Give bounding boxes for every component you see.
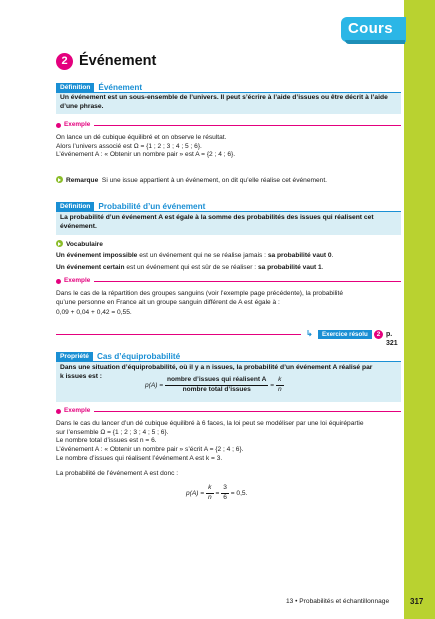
formula-denominator: nombre total d’issues [182,385,251,393]
example3-line3: Le nombre total d’issues est n = 6. [56,437,157,445]
example3-line2: sur l’ensemble Ω = {1 ; 2 ; 3 ; 4 ; 5 ; 6}. [56,428,169,436]
example1-header [56,121,401,130]
formula-lhs: p(A) = [145,381,164,389]
example2-label: Exemple [64,277,91,285]
definition2-line1: La probabilité d’un événement A est égale à la somme des probabilités des issues qui réalisent cet [60,214,374,221]
vocab-header [56,240,401,250]
definition2-title: Probabilité d’un événement [98,202,206,211]
ex-formula-6: 6 [223,493,227,501]
vocab-certain-term: Un événement certain [56,264,125,271]
example1-line2: Alors l’univers associé est Ω = {1 ; 2 ; 3 ; 4 ; 5 ; 6}. [56,142,202,150]
example2-line3: 0,09 + 0,04 + 0,42 = 0,55. [56,309,132,317]
example1-rule [94,125,401,126]
definition1-line2: d’une phrase. [60,102,104,110]
bullet-dot-icon [56,409,61,414]
vocab-line2-end: . [321,264,324,271]
example1-line3: L’événement A : « Obtenir un nombre pair » est A = {2 ; 4 ; 6}. [56,151,236,159]
vocab-line1-end: . [331,252,334,259]
example1-line1: On lance un dé cubique équilibré et on observe le résultat. [56,134,227,141]
definition1-line1: Un événement est un sous-ensemble de l’univers. Il peut s’écrire à l’aide d’issues ou être décrit à l’aide [60,94,388,101]
formula-numerator: nombre d’issues qui réalisent A [165,376,268,386]
example3-line5: Le nombre d’issues qui réalisent l’événement A est k = 3. [56,454,223,462]
example3-formula [186,484,336,502]
ex-formula-k: k [206,484,214,494]
example3-rule [94,411,401,412]
section-number: 2 [56,53,73,70]
example2-line2: qu’une personne en France ait un groupe sanguin différent de A est égale à : [56,298,280,306]
exercise-page-ref[interactable]: p. 321 [386,331,398,348]
example3-line6: La probabilité de l’événement A est donc : [56,469,179,477]
vocab-certain-prob: sa probabilité vaut 1 [257,264,322,271]
arrow-icon: ↳ [306,329,313,338]
remark-label: Remarque [66,177,99,184]
definition1-tag: Définition [56,83,94,93]
property-title: Cas d’équiprobabilité [96,352,181,361]
footer-chapter: 13 • Probabilités et échantillonnage [286,598,390,605]
example3-line4: L’événement A : « Obtenir un nombre pair » s’écrit A = {2 ; 4 ; 6}. [56,446,244,454]
vocab-impossible-term: Un événement impossible [56,252,138,259]
vocab-line2-mid: est un événement qui est sûr de se réaliser : [124,264,258,271]
definition2-line2: événement. [60,222,97,230]
formula-k: k [276,376,284,386]
bullet-dot-icon [56,279,61,284]
exercise-resolu-link[interactable]: Exercice résolu [318,330,372,339]
example3-label: Exemple [64,407,91,415]
vocab-line1 [56,252,401,261]
definition1-title: Événement [98,83,143,92]
remark-text: Si une issue appartient à un événement, on dit qu’elle réalise cet événement. [101,177,327,184]
ex-formula-eq1: = [215,489,220,497]
example3-body [56,420,401,478]
vocab-line2 [56,264,401,273]
vocab-line1-mid: est un événement qui ne se réalise jamais : [137,252,268,259]
formula-k-over-n [276,376,284,394]
example2-rule [94,281,401,282]
property-line2: k issues est : [60,372,103,380]
vocab-label: Vocabulaire [66,241,103,248]
vocab-impossible-prob: sa probabilité vaut 0 [267,252,332,259]
example2-body [56,290,401,318]
formula-n: n [277,385,282,393]
play-triangle-icon [56,240,63,247]
exercise-link-row [56,329,401,348]
example3-line1: Dans le cas du lancer d’un dé cubique équilibré à 6 faces, la loi peut se modéliser par une loi équirépartie [56,420,364,427]
example2-header [56,277,401,286]
ex-formula-n: n [207,493,212,501]
definition1-text [60,94,398,112]
property-formula [145,376,345,394]
play-triangle-icon [56,176,63,183]
cours-tab-shadow [345,40,405,44]
ex-formula-k-over-n [206,484,214,502]
section-title: Événement [79,53,157,69]
exercise-number-badge[interactable]: 2 [374,330,383,339]
side-strip [404,0,435,619]
formula-fraction [165,376,268,394]
ex-formula-lhs: p(A) = [186,489,205,497]
remark [56,176,401,186]
page-number: 317 [410,597,424,606]
definition2-text [60,214,398,232]
example1-label: Exemple [64,121,91,129]
cours-tab-extension [398,17,406,42]
definition2-tag: Définition [56,202,94,212]
ex-formula-3: 3 [221,484,229,494]
property-tag: Propriété [56,352,93,362]
exercise-link-rule [56,334,301,335]
ex-formula-result: = 0,5. [230,489,248,497]
ex-formula-3-over-6 [221,484,229,502]
cours-label: Cours [348,20,393,37]
example3-header [56,407,401,416]
bullet-dot-icon [56,123,61,128]
formula-equals: = [270,381,275,389]
example2-line1: Dans le cas de la répartition des groupes sanguins (voir l’exemple page précédente), la probabilité [56,290,343,297]
example1-body [56,134,401,160]
property-line1: Dans une situation d’équiprobabilité, où il y a n issues, la probabilité d’un événement A réalisé par [60,364,373,371]
